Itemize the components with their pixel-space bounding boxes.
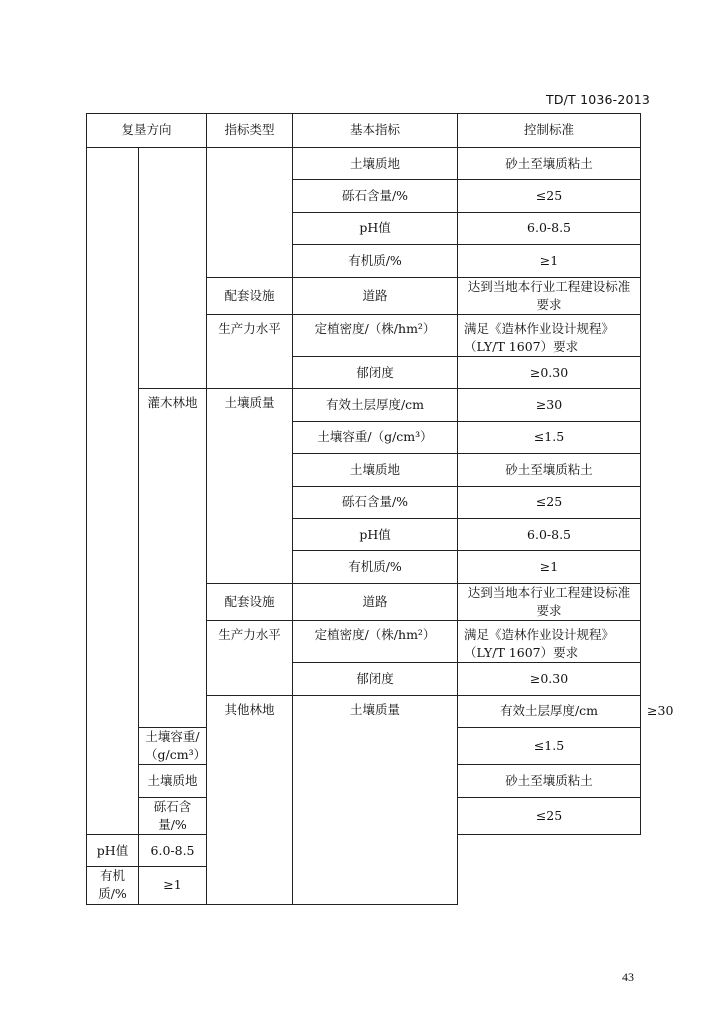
control-standard-cell: 满足《造林作业设计规程》（LY/T 1607）要求	[458, 621, 641, 663]
control-standard-cell: 6.0-8.5	[458, 519, 641, 551]
page-number: 43	[622, 970, 634, 984]
indicator-type-cell	[207, 148, 293, 278]
basic-indicator-cell: 有效土层厚度/cm	[293, 389, 458, 421]
control-standard-cell: ≥1	[458, 245, 641, 277]
indicator-type-cell: 土壤质量	[207, 389, 293, 583]
basic-indicator-cell: 有机质/%	[293, 245, 458, 277]
basic-indicator-cell: 土壤质地	[293, 148, 458, 180]
control-standard-cell: ≥1	[458, 551, 641, 583]
basic-indicator-cell: 有机质/%	[293, 551, 458, 583]
table-row	[87, 148, 641, 180]
basic-indicator-cell: 定植密度/（株/hm²）	[293, 314, 458, 356]
control-standard-cell: 6.0-8.5	[458, 212, 641, 244]
basic-indicator-cell: pH值	[87, 834, 139, 866]
basic-indicator-cell: 砾石含量/%	[293, 486, 458, 518]
basic-indicator-cell: 土壤质地	[139, 765, 207, 797]
header-basic-indicator: 基本指标	[293, 114, 458, 148]
table-row	[87, 389, 641, 421]
control-standard-cell: 达到当地本行业工程建设标准要求	[458, 277, 641, 314]
control-standard-cell: ≥0.30	[458, 357, 641, 389]
control-standard-cell: ≤25	[458, 180, 641, 212]
basic-indicator-cell: pH值	[293, 519, 458, 551]
header-indicator-type: 指标类型	[207, 114, 293, 148]
header-control-standard: 控制标准	[458, 114, 641, 148]
standard-code: TD/T 1036-2013	[545, 92, 650, 107]
control-standard-cell: 砂土至壤质粘土	[458, 454, 641, 486]
control-standard-cell: ≥0.30	[458, 663, 641, 695]
basic-indicator-cell: 砾石含量/%	[139, 797, 207, 834]
control-standard-cell: ≤25	[458, 486, 641, 518]
subdirection-cell: 其他林地	[207, 695, 293, 904]
basic-indicator-cell: 有机质/%	[87, 867, 139, 904]
indicator-type-cell: 配套设施	[207, 277, 293, 314]
header-direction: 复垦方向	[87, 114, 207, 148]
basic-indicator-cell: 郁闭度	[293, 357, 458, 389]
basic-indicator-cell: 土壤容重/（g/cm³）	[139, 728, 207, 765]
subdirection-cell	[139, 148, 207, 389]
indicator-type-cell: 生产力水平	[207, 621, 293, 696]
indicator-type-cell: 配套设施	[207, 583, 293, 620]
basic-indicator-cell: 道路	[293, 277, 458, 314]
basic-indicator-cell: pH值	[293, 212, 458, 244]
basic-indicator-cell: 土壤质地	[293, 454, 458, 486]
direction-cell	[87, 148, 139, 835]
subdirection-cell: 灌木林地	[139, 389, 207, 728]
basic-indicator-cell: 砾石含量/%	[293, 180, 458, 212]
table-header-row	[87, 114, 641, 148]
control-standard-cell: 满足《造林作业设计规程》（LY/T 1607）要求	[458, 314, 641, 356]
basic-indicator-cell: 有效土层厚度/cm	[458, 695, 641, 727]
control-standard-cell: 砂土至壤质粘土	[458, 148, 641, 180]
control-standard-cell: ≤1.5	[458, 728, 641, 765]
control-standard-cell: ≤1.5	[458, 421, 641, 453]
control-standard-cell: ≥1	[139, 867, 207, 904]
control-standard-cell: ≥30	[458, 389, 641, 421]
control-standard-cell: 砂土至壤质粘土	[458, 765, 641, 797]
basic-indicator-cell: 郁闭度	[293, 663, 458, 695]
control-standard-cell: 达到当地本行业工程建设标准要求	[458, 583, 641, 620]
control-standard-cell: ≤25	[458, 797, 641, 834]
indicator-type-cell: 土壤质量	[293, 695, 458, 904]
reclamation-standards-table	[86, 113, 674, 905]
basic-indicator-cell: 道路	[293, 583, 458, 620]
table-row: 其他林地 土壤质量 有效土层厚度/cm ≥30	[87, 695, 641, 727]
indicator-type-cell: 生产力水平	[207, 314, 293, 389]
basic-indicator-cell: 定植密度/（株/hm²）	[293, 621, 458, 663]
control-standard-cell: 6.0-8.5	[139, 834, 207, 866]
basic-indicator-cell: 土壤容重/（g/cm³）	[293, 421, 458, 453]
